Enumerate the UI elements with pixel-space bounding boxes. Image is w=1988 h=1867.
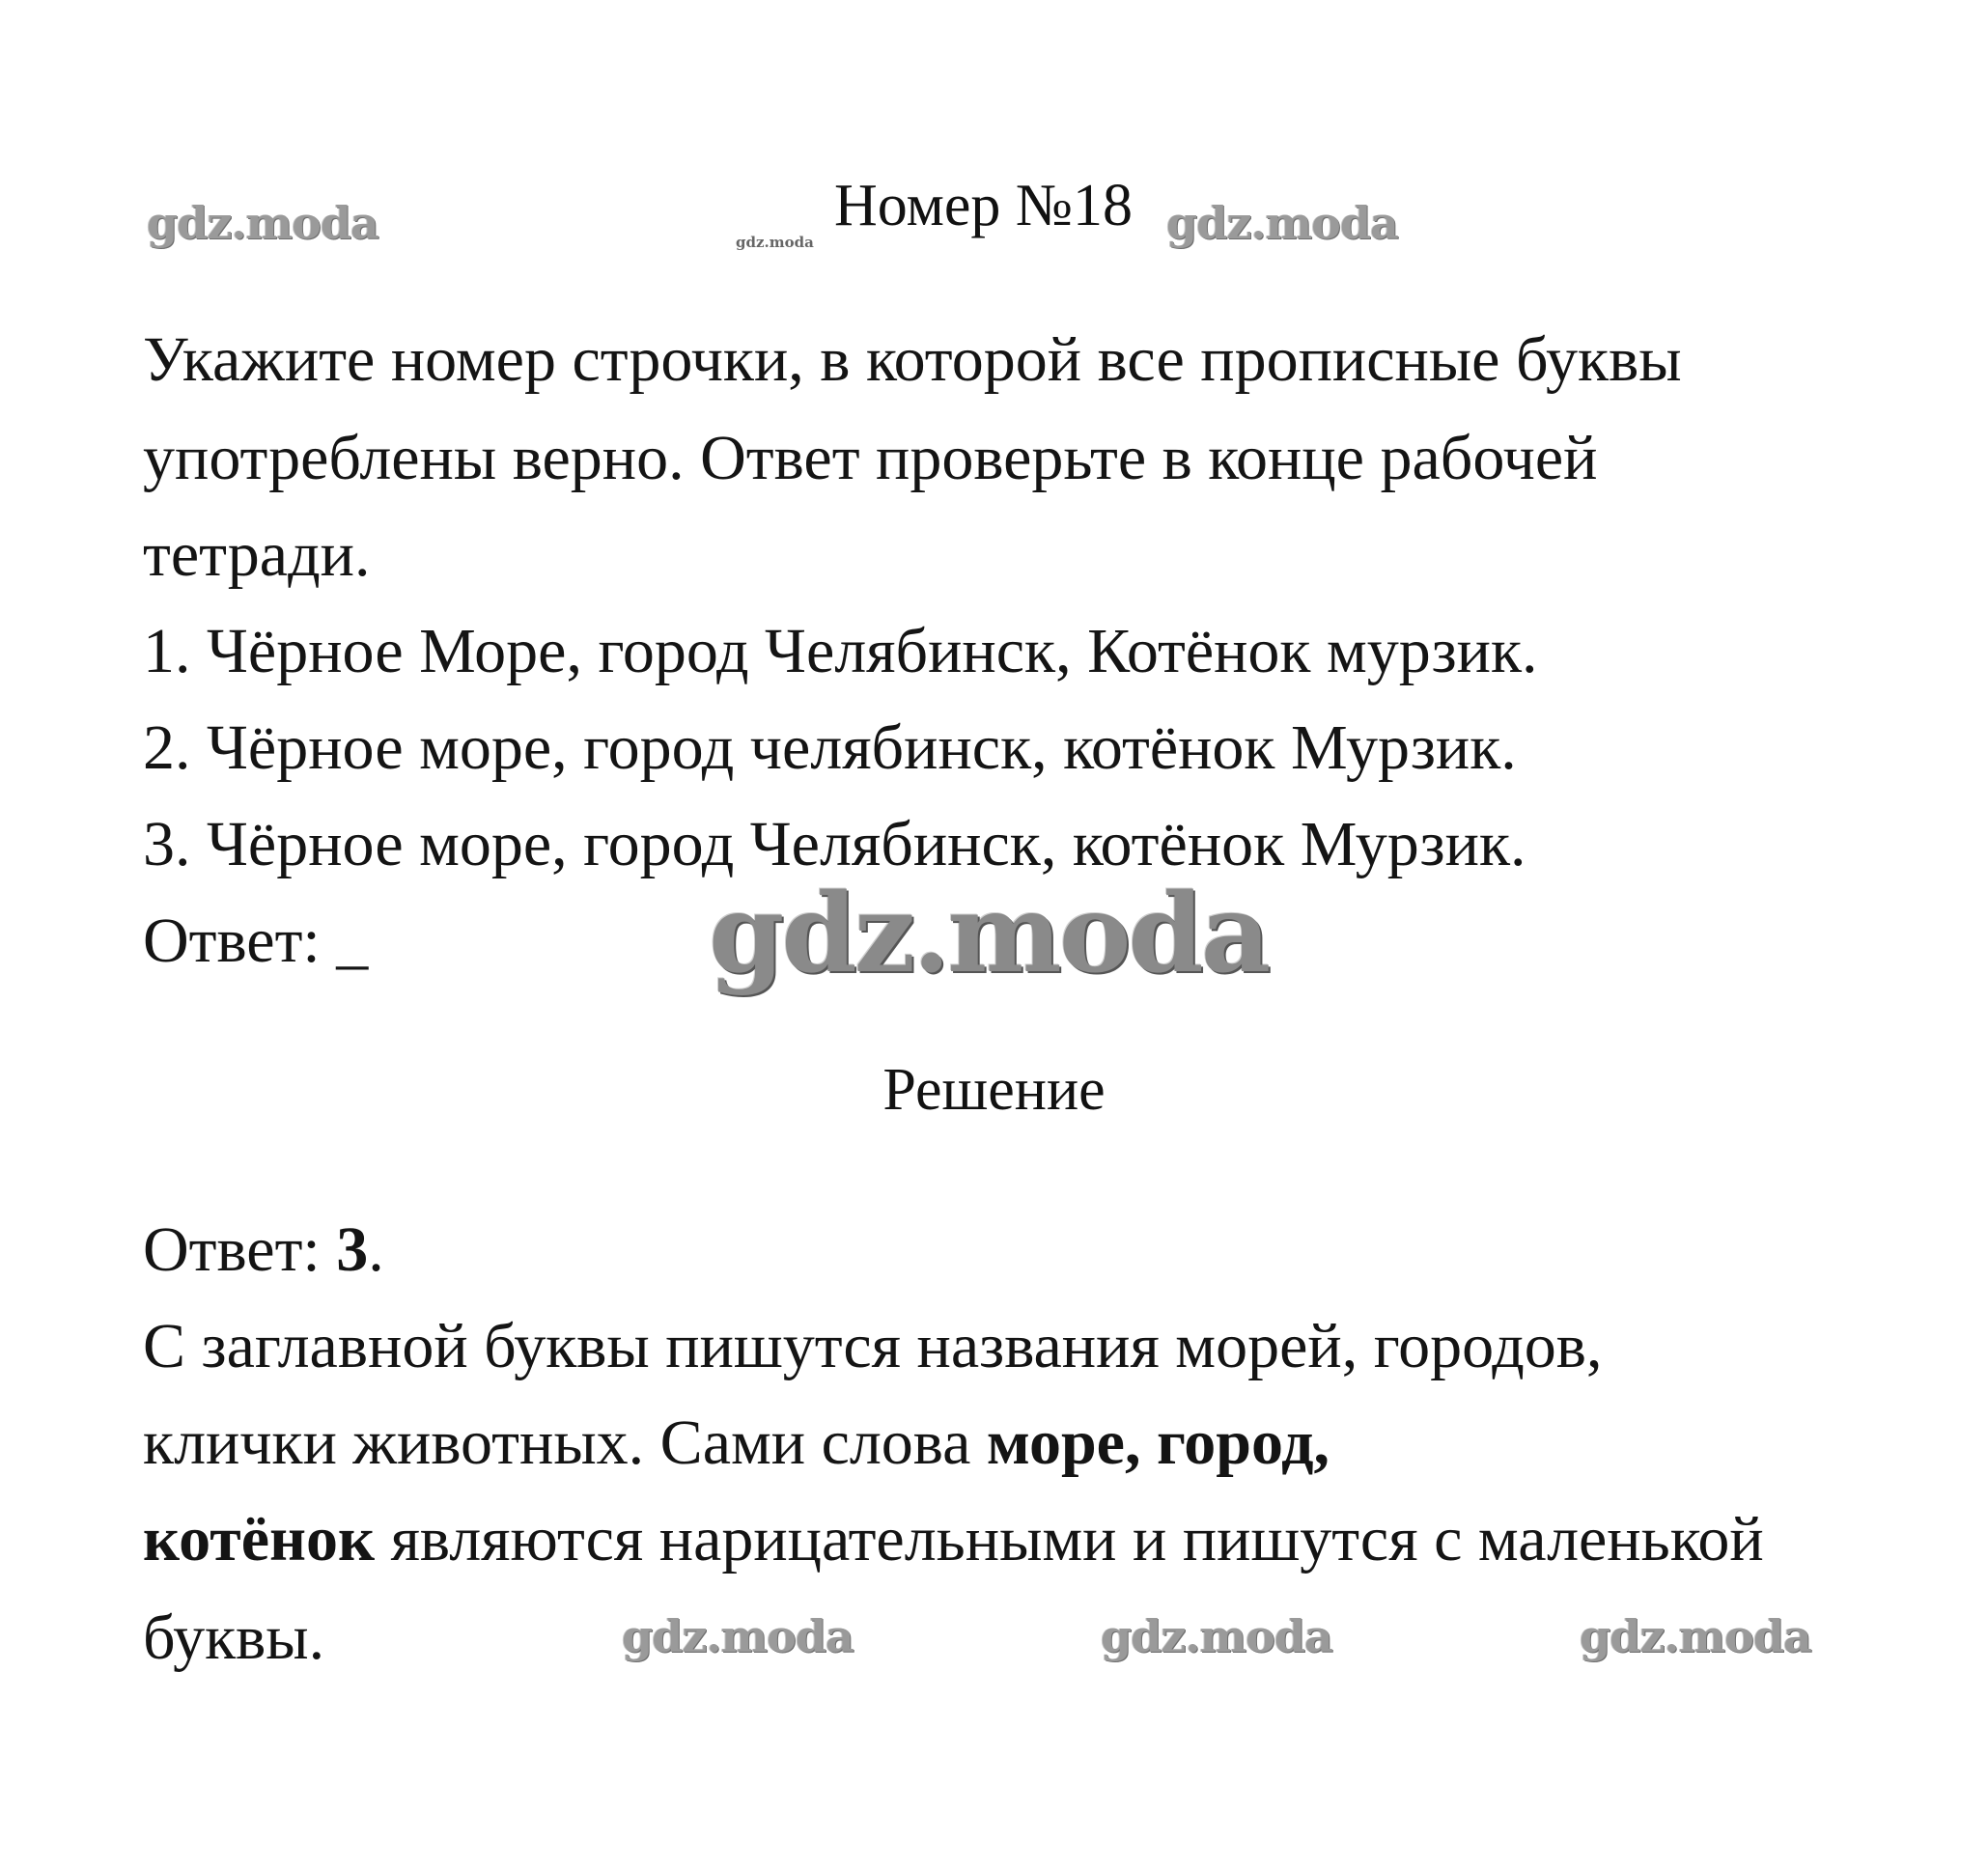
task-text-line: Укажите номер строчки, в которой все прописные буквы bbox=[143, 324, 1682, 395]
solution-text-plain: клички животных. Сами слова bbox=[143, 1407, 987, 1478]
watermark-logo: gdz.moda bbox=[1101, 1610, 1332, 1662]
solution-answer-value: 3 bbox=[336, 1214, 369, 1285]
watermark-logo: gdz.moda bbox=[1166, 197, 1398, 249]
solution-answer-label: Ответ: bbox=[143, 1214, 337, 1285]
solution-answer bbox=[143, 1214, 384, 1285]
task-text-line: употреблены верно. Ответ проверьте в конце рабочей bbox=[143, 423, 1598, 493]
solution-heading: Решение bbox=[882, 1057, 1106, 1123]
answer-option: 3. Чёрное море, город Челябинск, котёнок Мурзик. bbox=[143, 809, 1526, 879]
solution-text-line bbox=[143, 1407, 1330, 1478]
answer-prompt: Ответ: _ bbox=[143, 906, 369, 976]
watermark-logo: gdz.moda bbox=[736, 234, 814, 251]
solution-text-line: С заглавной буквы пишутся названия морей, городов, bbox=[143, 1311, 1603, 1381]
answer-option: 1. Чёрное Море, город Челябинск, Котёнок мурзик. bbox=[143, 616, 1538, 686]
solution-answer-end: . bbox=[368, 1214, 384, 1285]
solution-text-line: буквы. bbox=[143, 1602, 325, 1673]
watermark-logo: gdz.moda bbox=[622, 1610, 854, 1662]
task-text-line: тетради. bbox=[143, 519, 371, 590]
answer-option: 2. Чёрное море, город челябинск, котёнок Мурзик. bbox=[143, 712, 1517, 783]
page-title: Номер №18 bbox=[834, 173, 1134, 238]
watermark-logo: gdz.moda bbox=[1580, 1610, 1811, 1662]
solution-text-bold: котёнок bbox=[143, 1504, 376, 1574]
solution-text-line bbox=[143, 1504, 1764, 1574]
solution-text-bold: море, город, bbox=[986, 1407, 1330, 1478]
solution-text-plain: являются нарицательными и пишутся с маленькой bbox=[375, 1504, 1764, 1574]
watermark-logo: gdz.moda bbox=[147, 197, 378, 249]
watermark-logo: gdz.moda bbox=[709, 871, 1269, 997]
